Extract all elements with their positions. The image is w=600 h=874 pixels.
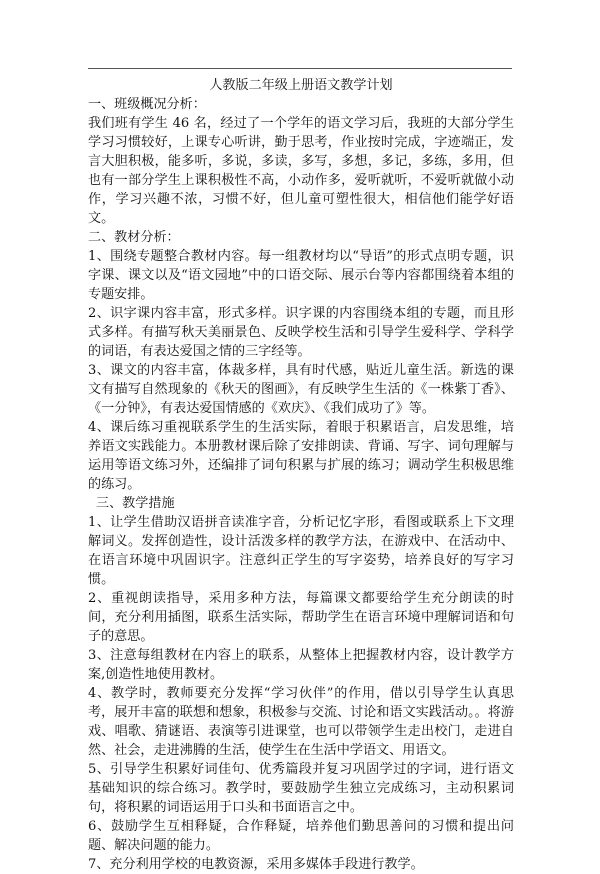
page-title: 人教版二年级上册语文教学计划: [209, 78, 393, 93]
paragraph: 7、充分利用学校的电教资源，采用多媒体手段进行教学。: [88, 857, 424, 872]
paragraph: 6、鼓励学生互相释疑，合作释疑，培养他们勤思善问的习惯和提出问题、解决问题的能力。: [88, 819, 514, 853]
section-heading-teaching-measures: 三、教学措施: [96, 496, 175, 511]
paragraph: 5、引导学生积累好词佳句、优秀篇段并复习巩固学过的字词，进行语文基础知识的综合练习。教学时，要鼓励学生独立完成练习，主动积累词句，将积累的词语运用于口头和书面语言之中。: [88, 762, 514, 815]
document-content: [88, 76, 514, 874]
paragraph: 3、注意每组教材在内容上的联系，从整体上把握教材内容，设计教学方案,创造性地使用教材。: [88, 648, 514, 682]
top-rule: [88, 68, 512, 69]
paragraph: 1、让学生借助汉语拼音读准字音，分析记忆字形，看图或联系上下文理解词义。发挥创造性，设计活泼多样的教学方法，在游戏中、在活动中、在语言环境中巩固识字。注意纠正学生的写字姿势，培养良好的写字习惯。: [88, 515, 514, 587]
paragraph: 3、课文的内容丰富，体裁多样，具有时代感，贴近儿童生活。新选的课文有描写自然现象的《秋天的图画》，有反映学生生活的《一株紫丁香》、《一分钟》，有表达爱国情感的《欢庆》、《我们成功了》等。: [88, 363, 514, 416]
paragraph: 我们班有学生 46 名，经过了一个学年的语文学习后，我班的大部分学生学习习惯较好，上课专心听讲，勤于思考，作业按时完成，字迹端正，发言大胆积极，能多听，多说，多读，多写，多想，多记，多练，多用，但也有一部分学生上课积极性不高，小动作多，爱听就听，不爱听就做小动作，学习兴趣不浓，习惯不好，但儿童可塑性很大，相信他们能学好语文。: [88, 116, 514, 226]
paragraph: 4、课后练习重视联系学生的生活实际，着眼于积累语言，启发思维，培养语文实践能力。本册教材课后除了安排朗读、背诵、写字、词句理解与运用等语文练习外，还编排了词句积累与扩展的练习；调动学生积极思维的练习。: [88, 420, 514, 492]
paragraph: 2、重视朗读指导，采用多种方法，每篇课文都要给学生充分朗读的时间，充分利用插图，联系生活实际，帮助学生在语言环境中理解词语和句子的意思。: [88, 591, 514, 644]
section-heading-class-analysis: 一、班级概况分析：: [88, 97, 206, 112]
section-heading-material-analysis: 二、教材分析：: [88, 230, 180, 245]
paragraph: 2、识字课内容丰富，形式多样。识字课的内容围绕本组的专题，而且形式多样。有描写秋天美丽景色、反映学校生活和引导学生爱科学、学科学的词语，有表达爱国之情的三字经等。: [88, 306, 514, 359]
paragraph: 1、围绕专题整合教材内容。每一组教材均以“导语”的形式点明专题，识字课、课文以及“语文园地”中的口语交际、展示台等内容都围绕着本组的专题安排。: [88, 249, 514, 302]
paragraph: 4、教学时，教师要充分发挥“学习伙伴”的作用，借以引导学生认真思考，展开丰富的联想和想象，积极参与交流、讨论和语文实践活动。。将游戏、唱歌、猜谜语、表演等引进课堂，也可以带领学生走出校门，走进自然、社会，走进沸腾的生活，使学生在生活中学语文、用语文。: [88, 686, 514, 758]
